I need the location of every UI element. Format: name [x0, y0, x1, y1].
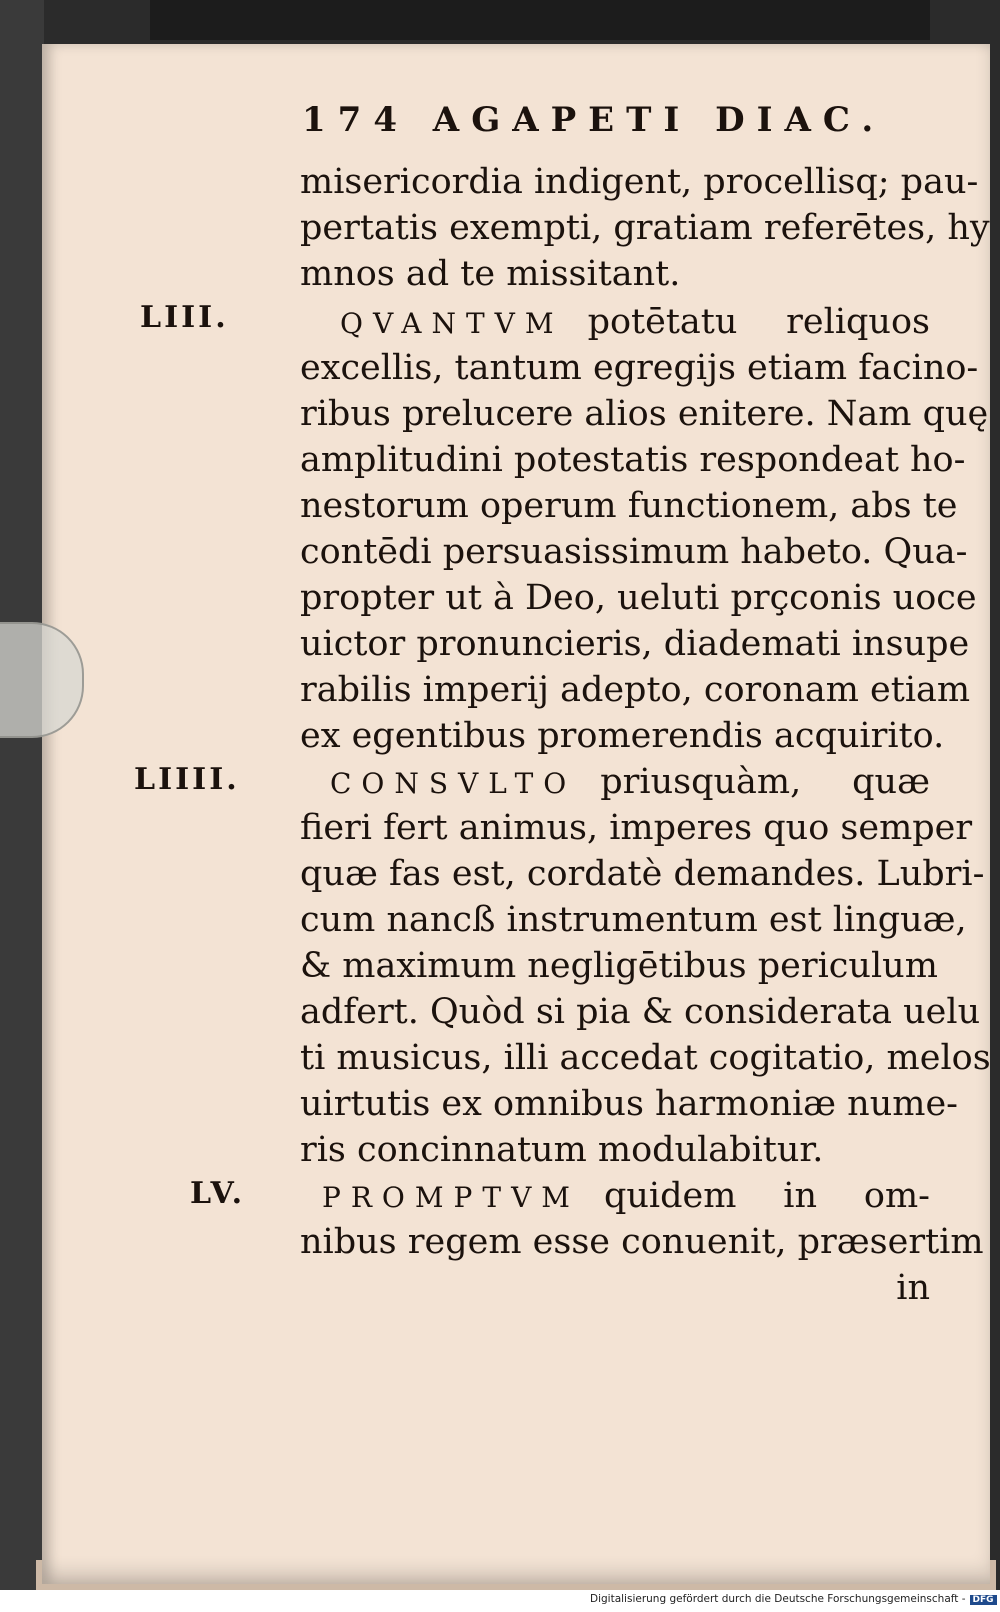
catchword: in	[896, 1268, 930, 1308]
text-line: nibus regem esse conuenit, præsertim	[300, 1222, 984, 1262]
text-line: QVANTVM potētatu reliquos	[340, 302, 930, 342]
text-line: contēdi persuasissimum habeto. Qua-	[300, 532, 968, 572]
text-line: ti musicus, illi accedat cogitatio, melos	[300, 1038, 991, 1078]
text-line: rabilis imperij adepto, coronam etiam	[300, 670, 971, 710]
section-initial: PROMPTVM	[322, 1181, 580, 1214]
section-number: LIIII.	[134, 762, 240, 797]
text-line: pertatis exempti, gratiam referētes, hy	[300, 208, 990, 248]
text-line: ris concinnatum modulabitur.	[300, 1130, 824, 1170]
section-initial: QVANTVM	[340, 307, 564, 340]
section-number: LV.	[190, 1176, 246, 1211]
text-line: misericordia indigent, procellisq; pau-	[300, 162, 979, 202]
text-line: ribus prelucere alios enitere. Nam quę	[300, 394, 989, 434]
text-line: excellis, tantum egregijs etiam facino-	[300, 348, 979, 388]
running-header: 174 AGAPETI DIAC.	[302, 100, 886, 140]
text-line: ex egentibus promerendis acquirito.	[300, 716, 945, 756]
text-line: adfert. Quòd si pia & considerata uelu	[300, 992, 981, 1032]
digitization-credit: Digitalisierung gefördert durch die Deutsche Forschungsgemeinschaft - DFG	[590, 1593, 997, 1605]
text-line: uirtutis ex omnibus harmoniæ nume-	[300, 1084, 958, 1124]
text-line: CONSVLTO priusquàm, quæ	[330, 762, 930, 802]
text-line: nestorum operum functionem, abs te	[300, 486, 958, 526]
section-number: LIII.	[140, 300, 229, 335]
section-initial: CONSVLTO	[330, 767, 577, 800]
text-line: amplitudini potestatis respondeat ho-	[300, 440, 966, 480]
book-binding	[150, 0, 930, 40]
book-edge	[0, 0, 44, 1590]
dfg-logo: DFG	[970, 1595, 997, 1605]
text-line: & maximum negligētibus periculum	[300, 946, 938, 986]
text-line: PROMPTVM quidem in om-	[322, 1176, 930, 1216]
text-line: fieri fert animus, imperes quo semper	[300, 808, 973, 848]
text-line: propter ut à Deo, ueluti prçconis uoce	[300, 578, 977, 618]
text-line: mnos ad te missitant.	[300, 254, 681, 294]
text-line: cum nancß instrumentum est linguæ,	[300, 900, 967, 940]
text-line: uictor pronuncieris, diademati insupe	[300, 624, 970, 664]
text-line: quæ fas est, cordatè demandes. Lubri-	[300, 854, 985, 894]
